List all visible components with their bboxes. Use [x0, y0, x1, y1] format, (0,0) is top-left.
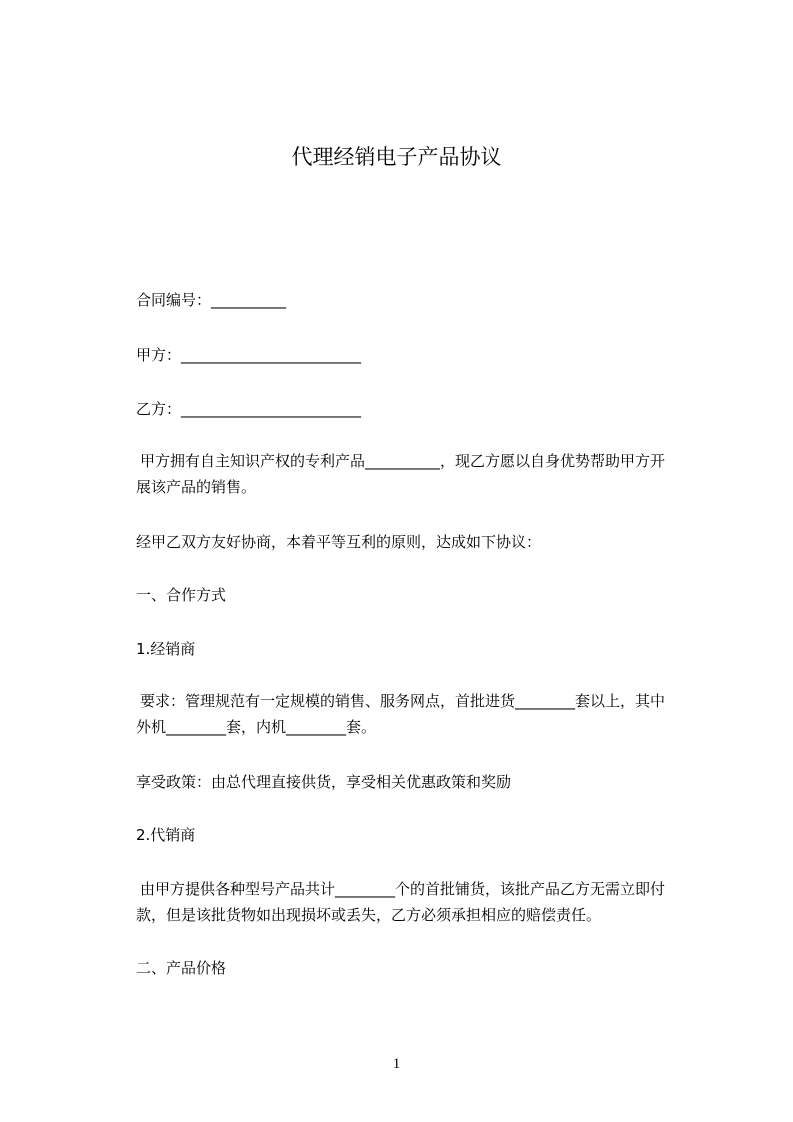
agent-line-2: 款，但是该批货物如出现损坏或丢失，乙方必须承担相应的赔偿责任。	[136, 906, 602, 924]
section-1-heading: 一、合作方式	[136, 586, 227, 604]
party-a-line: 甲方：________________________	[136, 346, 362, 364]
intro-line-2: 展该产品的销售。	[136, 478, 257, 496]
contract-number-line: 合同编号：__________	[136, 291, 287, 309]
requirements-paragraph	[136, 688, 708, 740]
agent-line-1: 由甲方提供各种型号产品共计________个的首批铺货，该批产品乙方无需立即付	[140, 880, 666, 898]
subsection-distributor: 1.经销商	[136, 640, 196, 658]
requirements-line-1: 要求：管理规范有一定规模的销售、服务网点，首批进货________套以上，其中	[140, 692, 666, 710]
page-number: 1	[392, 1056, 401, 1072]
subsection-agent: 2.代销商	[136, 826, 196, 844]
requirements-line-2: 外机________套，内机________套。	[136, 718, 377, 736]
agent-paragraph	[136, 876, 708, 928]
document-title: 代理经销电子产品协议	[291, 145, 502, 169]
section-2-heading: 二、产品价格	[136, 959, 227, 977]
intro-line-1: 甲方拥有自主知识产权的专利产品__________，现乙方愿以自身优势帮助甲方开	[140, 452, 666, 470]
policy-line: 享受政策：由总代理直接供货，享受相关优惠政策和奖励	[136, 773, 512, 791]
intro-paragraph	[136, 448, 708, 500]
party-b-line: 乙方：________________________	[136, 400, 362, 418]
agreement-line: 经甲乙双方友好协商，本着平等互利的原则，达成如下协议：	[136, 533, 542, 551]
